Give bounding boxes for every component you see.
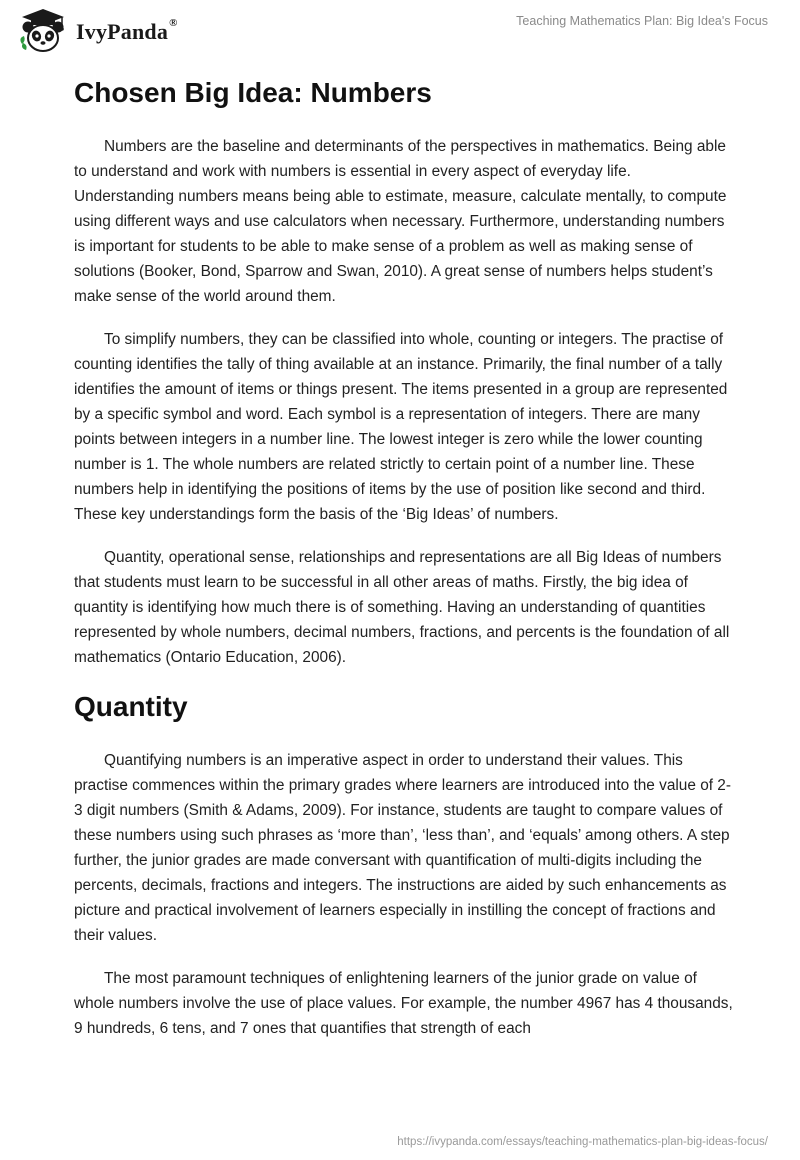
ivypanda-logo[interactable] <box>16 8 178 54</box>
section-heading-numbers: Chosen Big Idea: Numbers <box>74 77 432 108</box>
panda-logo-icon <box>16 8 70 54</box>
brand-name: IvyPanda® <box>76 17 178 44</box>
essay-body <box>74 64 734 1059</box>
paragraph: Quantifying numbers is an imperative aspect in order to understand their values. This practise commences within the primary grades where learners are introduced into the value of 2-3 digit numbers (Smith & Adams, 2009). For instance, students are taught to compare values of these numbers using such phrases as ‘more than’, ‘less than’, and ‘equals’ among others. A step further, the junior grades are made conversant with quantification of multi-digits including the percents, decimals, fractions and integers. The instructions are aided by such enhancements as picture and practical involvement of learners especially in instilling the concept of fractions and their values. <box>74 752 731 944</box>
paragraph: Quantity, operational sense, relationships and representations are all Big Ideas of numbers that students must learn to be successful in all other areas of maths. Firstly, the big idea of quantity is identifying how much there is of something. Having an understanding of quantities represented by whole numbers, decimal numbers, fractions, and percents is the foundation of all mathematics (Ontario Education, 2006). <box>74 549 730 666</box>
paragraph: Numbers are the baseline and determinants of the perspectives in mathematics. Being able to understand and work with numbers is essential in every aspect of everyday life. Understanding numbers means being able to estimate, measure, calculate mentally, to compute using different ways and use calculators when necessary. Furthermore, understanding numbers is important for students to be able to make sense of a problem as well as making sense of solutions (Booker, Bond, Sparrow and Swan, 2010). A great sense of numbers helps student’s make sense of the world around them. <box>74 138 727 305</box>
paragraph: To simplify numbers, they can be classified into whole, counting or integers. The practise of counting identifies the tally of thing available at an instance. Primarily, the final number of a tally identifies the amount of items or things present. The items presented in a group are represented by a specific symbol and word. Each symbol is a representation of integers. There are many points between integers in a number line. The lowest integer is zero while the lower counting number is 1. The whole numbers are related strictly to certain point of a number line. These numbers help in identifying the positions of items by the use of position like second and third. These key understandings form the basis of the ‘Big Ideas’ of numbers. <box>74 331 728 523</box>
section-heading-quantity: Quantity <box>74 691 188 722</box>
page-header <box>0 0 800 60</box>
source-url[interactable]: https://ivypanda.com/essays/teaching-mathematics-plan-big-ideas-focus/ <box>397 1136 768 1148</box>
paragraph: The most paramount techniques of enlightening learners of the junior grade on value of whole numbers involve the use of place values. For example, the number 4967 has 4 thousands, 9 hundreds, 6 tens, and 7 ones that quantifies that strength of each <box>74 970 733 1037</box>
document-title: Teaching Mathematics Plan: Big Idea's Focus <box>516 14 768 28</box>
